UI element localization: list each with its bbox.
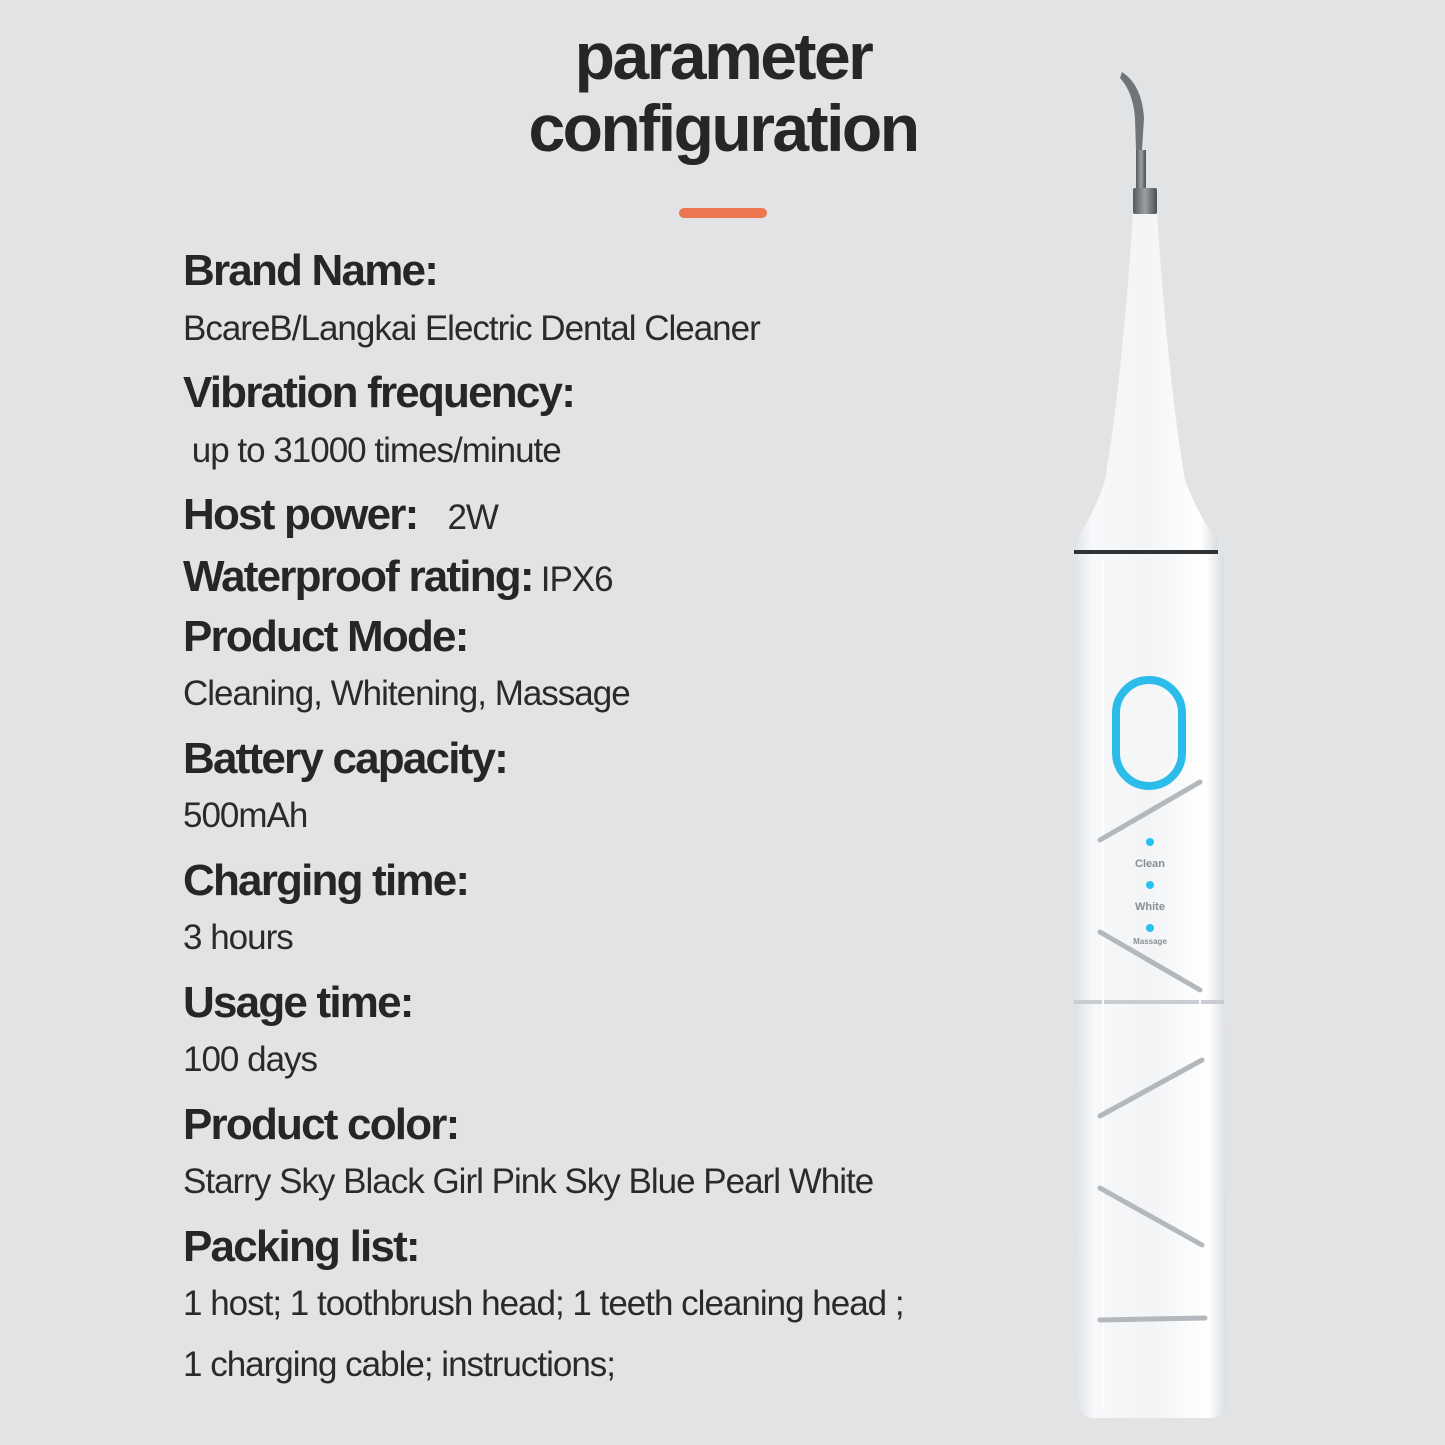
mode-label-massage: Massage [1133,937,1167,946]
spec-label-battery-capacity: Battery capacity: [183,734,507,783]
spec-value-packing-list-line-2: 1 charging cable; instructions; [183,1345,616,1384]
spec-waterproof-rating [183,552,613,602]
spec-label-product-mode: Product Mode: [183,612,468,661]
dental-cleaner-device-image [1060,60,1240,1430]
title-line-2: configuration [528,91,918,165]
spec-host-power [183,490,498,540]
spec-value-charging-time: 3 hours [183,918,293,957]
spec-value-waterproof-rating: IPX6 [540,560,613,599]
spec-value-usage-time: 100 days [183,1040,318,1079]
spec-label-host-power: Host power: [183,490,418,539]
spec-label-charging-time: Charging time: [183,856,469,905]
spec-label-usage-time: Usage time: [183,978,413,1027]
spec-value-packing-list-line-1: 1 host; 1 toothbrush head; 1 teeth cleaning head ; [183,1284,904,1323]
spec-label-waterproof-rating: Waterproof rating: [183,552,533,601]
scaler-tip-icon [1120,72,1144,150]
spec-value-battery-capacity: 500mAh [183,796,308,835]
spec-value-vibration-frequency: up to 31000 times/minute [183,431,561,470]
spec-value-product-mode: Cleaning, Whitening, Massage [183,674,630,713]
spec-label-brand-name: Brand Name: [183,246,438,295]
page-title [420,20,1026,164]
spec-label-packing-list: Packing list: [183,1222,419,1271]
spec-value-host-power: 2W [447,498,498,537]
spec-label-vibration-frequency: Vibration frequency: [183,368,575,417]
spec-label-product-color: Product color: [183,1100,459,1149]
mode-label-white: White [1135,901,1165,913]
mode-label-clean: Clean [1135,858,1165,870]
title-accent-divider [679,208,767,218]
spec-value-brand-name: BcareB/Langkai Electric Dental Cleaner [183,309,760,348]
title-line-1: parameter [574,19,872,93]
spec-value-product-color: Starry Sky Black Girl Pink Sky Blue Pearl White [183,1162,874,1201]
